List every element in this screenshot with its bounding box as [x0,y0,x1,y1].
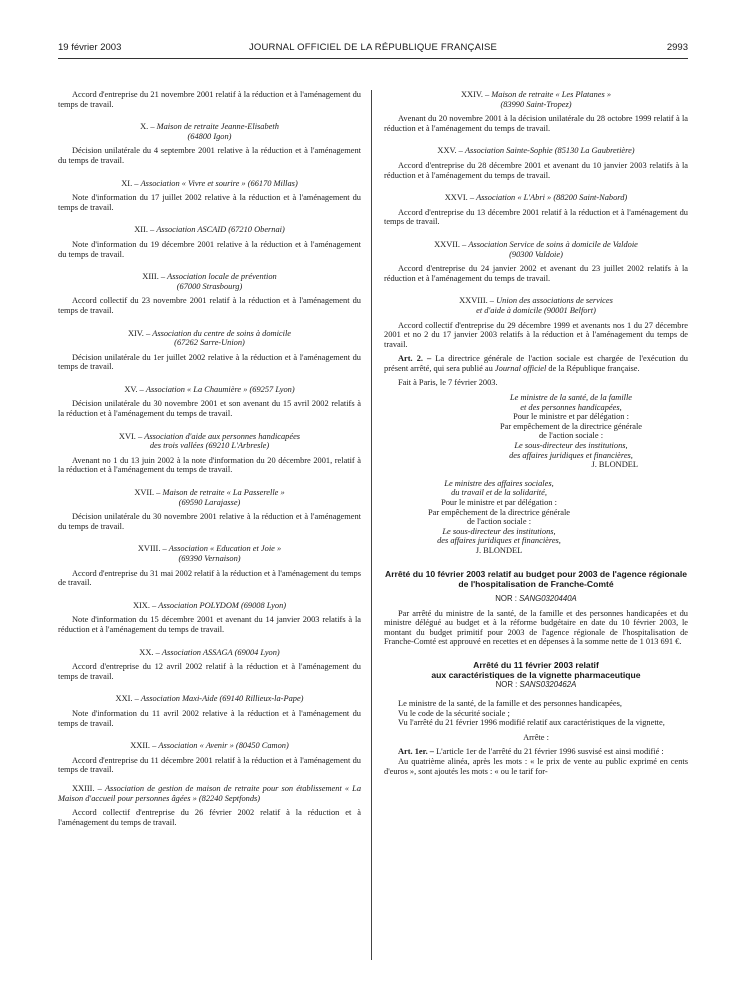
signatory-name: J. BLONDEL [591,460,638,470]
article-1: Art. 1er. – L'article 1er de l'arrêté du 21 février 1996 susvisé est ainsi modifié : [398,747,664,757]
section-text: Avenant no 1 du 13 juin 2002 à la note d'information du 20 décembre 2001, relatif à la réduction et à l'aménagement du temps de travail. [58,455,361,475]
journal-title: JOURNAL OFFICIEL DE LA RÉPUBLIQUE FRANÇAISE [248,42,498,53]
decree-text: Vu le code de la sécurité sociale ; [398,708,510,718]
section-heading: XXVI. – Association « L'Abri » (88200 Saint-Nabord) [444,193,628,203]
section-text: Note d'information du 11 avril 2002 relative à la réduction et à l'aménagement du temps de travail. [58,708,361,728]
section-heading: XIV. – Association du centre de soins à domicile (67262 Sarre-Union) [127,328,292,348]
decree-title: Arrêté du 11 février 2003 relatif aux caractéristiques de la vignette pharmaceutique [431,659,641,680]
signature-date: Fait à Paris, le 7 février 2003. [398,378,498,388]
decree-text: Le ministre de la santé, de la famille et des personnes handicapées, [398,698,622,708]
section-heading: XX. – Association ASSAGA (69004 Lyon) [139,647,280,657]
section-text: Avenant du 20 novembre 2001 à la décision unilatérale du 28 octobre 1999 relatif à la réduction et à l'aménagement du temps de travail. [384,114,688,133]
decree-text: Vu l'arrêté du 21 février 1996 modifié relatif aux caractéristiques de la vignette, [398,718,665,728]
nor-reference: NOR : SANG0320440A [495,593,577,603]
section-text: Décision unilatérale du 1er juillet 2002 relative à la réduction et à l'aménagement du temps de travail. [58,352,361,372]
section-text: Décision unilatérale du 4 septembre 2001 relative à la réduction et à l'aménagement du temps de travail. [58,146,361,165]
section-heading: XXIII. – Association de gestion de maison de retraite pour son établissement « La Maison d'accueil pour personnes âgées » (82240 Septfonds) [58,783,362,803]
section-heading: XIII. – Association locale de prévention (67000 Strasbourg) [142,272,277,291]
decree-title: Arrêté du 10 février 2003 relatif au budget pour 2003 de l'agence régionale de l'hospitalisation de Franche-Comté [385,568,687,589]
header-rule [58,58,688,59]
section-text: Décision unilatérale du 30 novembre 2001 relative à la réduction et à l'aménagement du temps de travail. [58,512,361,531]
decree-arrete: Arrête : [523,732,549,742]
section-heading: XXIV. – Maison de retraite « Les Platanes » (83990 Saint-Tropez) [460,90,612,109]
section-heading: XXI. – Association Maxi-Aide (69140 Rillieux-la-Pape) [115,694,304,704]
section-heading: XVIII. – Association « Education et Joie » (69390 Vernaison) [137,544,282,563]
signature-block-2: Le ministre des affaires sociales, du travail et de la solidarité, Pour le ministre et par délégation : Par empêchement de la directrice générale de l'action sociale : Le sous-directeur des institutions, des affaires juridiques et financières, J. BLONDEL [384,479,614,556]
decree-text: Au quatrième alinéa, après les mots : « le prix de vente au public exprimé en cents d'euros », sont ajoutés les mots : « ou le tarif for- [384,756,688,776]
section-text: Note d'information du 19 décembre 2001 relative à la réduction et à l'aménagement du temps de travail. [58,239,361,259]
section-text: Accord d'entreprise du 13 décembre 2001 relatif à la réduction et à l'aménagement du temps de travail. [384,207,688,227]
section-heading: XII. – Association ASCAID (67210 Obernai) [134,225,285,235]
section-text: Décision unilatérale du 30 novembre 2001 et son avenant du 15 avril 2002 relatifs à la réduction et à l'aménagement du temps de travail. [58,399,361,419]
section-heading: XXVII. – Association Service de soins à domicile de Valdoie (90300 Valdoie) [434,239,638,259]
intro-paragraph: Accord d'entreprise du 21 novembre 2001 relatif à la réduction et à l'aménagement du temps de travail. [58,90,361,109]
section-text: Accord collectif d'entreprise du 26 février 2002 relatif à la réduction et à l'aménagement du temps de travail. [58,808,361,827]
decree-text: Par arrêté du ministre de la santé, de la famille et des personnes handicapées et du ministre délégué au budget et à la réforme budgétaire en date du 10 février 2003, le montant du budget primitif pour 2003 de l'agence régionale de l'hospitalisation de Franche-Comté est approuvé en recettes et en dépenses à la somme nette de 1 013 691 €. [384,608,688,647]
section-heading: XXII. – Association « Avenir » (80450 Camon) [130,741,289,751]
section-text: Accord d'entreprise du 11 décembre 2001 relatif à la réduction et à l'aménagement du temps de travail. [58,755,361,775]
section-heading: XV. – Association « La Chaumière » (69257 Lyon) [124,384,295,394]
nor-reference: NOR : SANS0320462A [495,679,577,689]
page-header [58,42,688,56]
section-heading: X. – Maison de retraite Jeanne-Elisabeth (64800 Igon) [140,122,279,141]
signatory-name: J. BLONDEL [475,545,523,555]
left-column [58,90,361,827]
section-heading: XXV. – Association Sainte-Sophie (85130 La Gaubretière) [437,146,635,156]
signature-block-1: Le ministre de la santé, de la famille et des personnes handicapées, Pour le ministre et par délégation : Par empêchement de la directrice générale de l'action sociale : Le sous-directeur des institutions, des affaires juridiques et financières, J. BLONDEL [454,393,688,470]
section-text: Accord d'entreprise du 28 décembre 2001 et avenant du 10 janvier 2003 relatifs à la réduction et à l'aménagement du temps de travail. [384,160,688,180]
section-text: Accord d'entreprise du 24 janvier 2002 et avenant du 23 juillet 2002 relatifs à la réduction et à l'aménagement du temps de travail. [384,264,688,283]
section-heading: XVII. – Maison de retraite « La Passerelle » (69590 Larajasse) [134,488,285,507]
section-text: Accord d'entreprise du 12 avril 2002 relatif à la réduction et à l'aménagement du temps de travail. [58,662,361,681]
issue-date: 19 février 2003 [58,42,122,53]
section-heading: XIX. – Association POLYDOM (69008 Lyon) [132,600,287,610]
section-heading: XXVIII. – Union des associations de services et d'aide à domicile (90001 Belfort) [459,296,613,315]
section-text: Note d'information du 15 décembre 2001 et avenant du 14 janvier 2003 relatifs à la réduction et à l'aménagement du temps de travail. [58,615,361,634]
section-text: Accord d'entreprise du 31 mai 2002 relatif à la réduction et à l'aménagement du temps de travail. [58,568,361,588]
section-text: Accord collectif d'entreprise du 29 décembre 1999 et avenants nos 1 du 27 décembre 2001 et no 2 du 17 janvier 2003 relatifs à la réduction et à l'aménagement du temps de travail. [384,320,688,349]
section-heading: XI. – Association « Vivre et sourire » (66170 Millas) [121,178,298,188]
article-2: Art. 2. – La directrice générale de l'action sociale est chargée de l'exécution du présent arrêté, qui sera publié au Journal officiel de la République française. [384,354,688,373]
page-number: 2993 [666,42,688,53]
section-text: Note d'information du 17 juillet 2002 relative à la réduction et à l'aménagement du temps de travail. [58,193,361,212]
section-text: Accord collectif du 23 novembre 2001 relatif à la réduction et à l'aménagement du temps de travail. [58,296,361,315]
right-column [384,90,688,776]
column-divider [371,90,372,960]
section-heading: XVI. – Association d'aide aux personnes handicapées des trois vallées (69210 L'Arbresle) [118,431,301,451]
